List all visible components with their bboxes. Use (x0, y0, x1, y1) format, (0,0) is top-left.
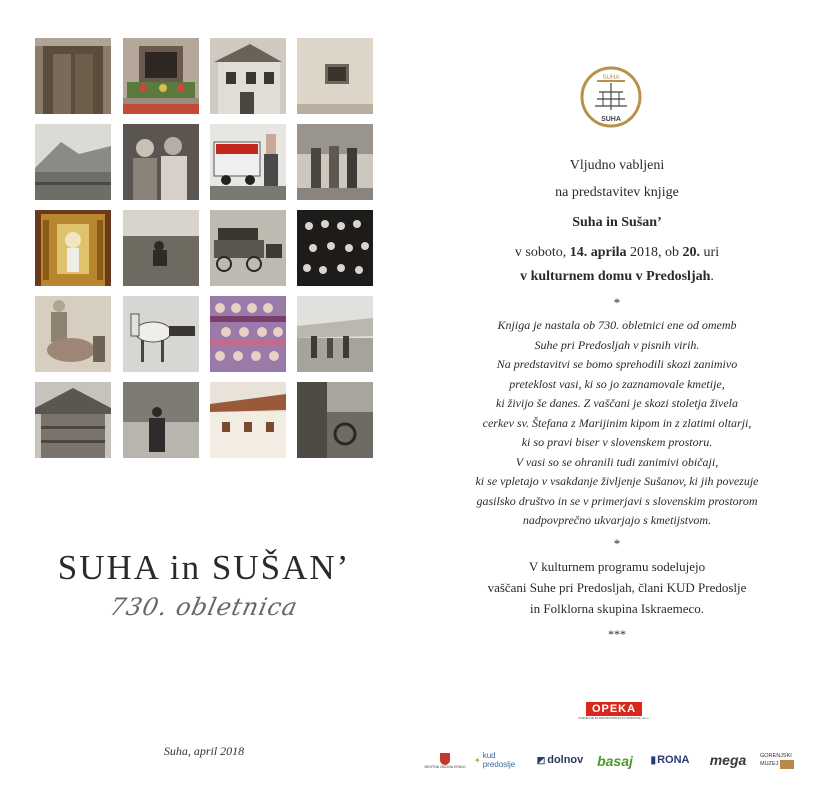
muzej-text-2: MUZEJ (760, 761, 779, 767)
photo-villagers-standing (297, 124, 373, 200)
description-line: ki živijo še danes. Z vaščani je skozi stoletja živela (496, 396, 738, 410)
place-date: Suha, april 2018 (163, 744, 245, 758)
sponsor-muzej-logo (760, 748, 804, 774)
when-prefix: v soboto, (514, 245, 570, 260)
rona-text: RONA (657, 754, 690, 766)
sponsor-kud-logo (474, 752, 528, 768)
sponsor-rona-logo (645, 752, 695, 768)
sponsor-basaj-logo: basaj (597, 753, 633, 769)
photo-horses (123, 296, 199, 372)
description-line: V vasi so se ohranili tudi zanimivi običaji, (515, 454, 719, 469)
kud-text: kud predoslje (482, 751, 516, 769)
cover-subtitle: 730. obletnica (107, 593, 301, 621)
photo-field-work (123, 210, 199, 286)
description-line: preteklost vasi, ki so jo zaznamovale kmetije, (509, 376, 725, 391)
coat-of-arms-icon (440, 753, 450, 765)
separator-1: * (613, 295, 621, 310)
photo-grid (35, 38, 373, 460)
obcina-text: MESTNA OBČINA KRANJ (424, 765, 466, 769)
dolnov-mark-icon: ◩ (536, 754, 546, 765)
photo-fire-truck (210, 124, 286, 200)
photo-wall-window (297, 38, 373, 114)
opeka-subtext: PODJETJE ZA PROIZVODNJO IN STORITVE, d.o.o. (578, 716, 650, 720)
photo-group-portrait (297, 210, 373, 286)
when-date: 14. aprila (569, 245, 627, 260)
event-where (418, 269, 816, 285)
photo-old-machinery (297, 382, 373, 458)
description-line: ki se vpletajo v vsakdanje življenje Sušanov, ki jih povezuje (475, 474, 759, 488)
photo-smiling-people (123, 124, 199, 200)
sponsor-dolnov-logo (534, 752, 586, 768)
photo-farmer-with-pig (35, 296, 111, 372)
photo-wooden-barn (35, 382, 111, 458)
description-line: Na predstavitvi se bomo sprehodili skozi zanimivo (496, 357, 738, 371)
cover-title: SUHA in SUŠAN’ (57, 548, 351, 587)
photo-village-house (210, 38, 286, 114)
photo-children-colorful (210, 296, 286, 372)
where-end: . (710, 269, 714, 284)
photo-woman-in-yard (123, 382, 199, 458)
dolnov-text: dolnov (547, 754, 584, 766)
sponsor-opeka-logo (578, 700, 650, 722)
program (418, 556, 816, 619)
logo-text-top: SUHA (602, 75, 620, 81)
photo-decorated-window (123, 38, 199, 114)
event-when (418, 245, 816, 261)
invitation-line1: Vljudno vabljeni (569, 158, 665, 173)
separator-3: *** (608, 627, 626, 641)
description-line: nadpovprečno ukvarjajo s kmetijstvom. (522, 513, 712, 527)
kud-mark-icon: ✦ (474, 755, 481, 765)
photo-mountain-landscape (35, 124, 111, 200)
program-line: vaščani Suhe pri Predosljah, člani KUD Predoslje (487, 580, 747, 595)
invitation-line2: na predstavitev knjige (555, 185, 679, 200)
rona-mark-icon: ▮ (650, 754, 657, 766)
separator-2: * (613, 536, 621, 551)
program-line: V kulturnem programu sodelujejo (528, 559, 706, 574)
when-time: 20. (682, 245, 701, 260)
photo-old-wooden-door (35, 38, 111, 114)
photo-road-walkers (297, 296, 373, 372)
logo-text-bottom: SUHA (601, 116, 621, 123)
sponsor-obcina-logo (424, 748, 466, 774)
muzej-text-1: GORENJSKI (760, 753, 792, 759)
description (418, 316, 816, 531)
when-suffix: uri (700, 245, 720, 260)
suha-logo (580, 66, 642, 128)
opeka-text: OPEKA (586, 702, 642, 716)
book-title: Suha in Sušan’ (572, 215, 662, 230)
photo-restored-house (210, 382, 286, 458)
sponsor-mega-logo: mega (709, 752, 747, 768)
description-line: cerkev sv. Štefana z Marijinim kipom in z zlatimi oltarji, (482, 415, 752, 430)
photo-horse-cart (210, 210, 286, 286)
description-line: ki so pravi biser v slovenskem prostoru. (521, 435, 713, 449)
photo-golden-altar (35, 210, 111, 286)
description-line: gasilsko društvo in se v primerjavi s slovenskim prostorom (476, 493, 758, 508)
description-line: Knjiga je nastala ob 730. obletnici ene od omemb (497, 318, 737, 332)
where-place: v kulturnem domu v Predosljah (520, 269, 711, 284)
muzej-mark-icon (780, 760, 794, 769)
when-mid: 2018, ob (626, 245, 683, 260)
program-line: in Folklorna skupina Iskraemeco. (529, 601, 704, 616)
description-line: Suhe pri Predosljah v pisnih virih. (534, 337, 700, 352)
